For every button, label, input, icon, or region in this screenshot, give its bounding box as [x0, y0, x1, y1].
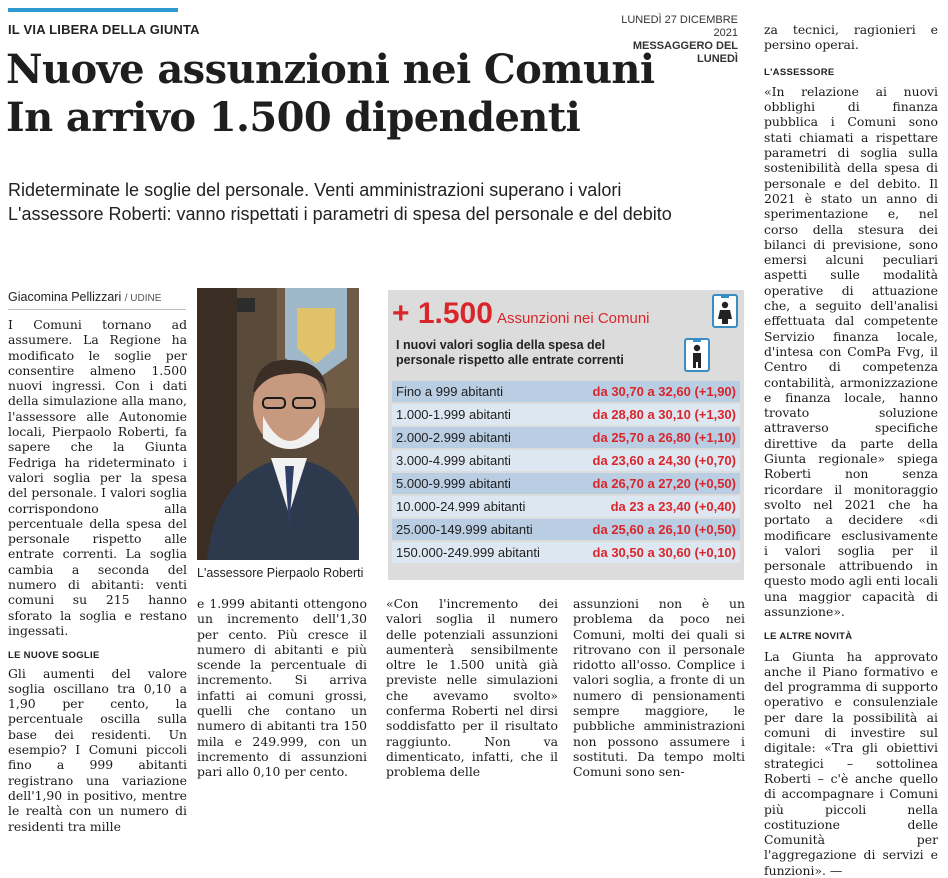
row-value: da 30,70 a 32,60 (+1,90): [592, 384, 736, 399]
table-row: [392, 473, 740, 494]
author-name: Giacomina Pellizzari: [8, 290, 122, 304]
paragraph: e 1.999 abitanti ottengono un incremento dell'1,30 per cento. Più cresce il numero di abitanti e più scende la percentuale di incremento. Si arriva infatti ai comuni grossi, quelli che contano un numero di abitanti tra 150 mila e 249.999, con un incremento di assunzioni pari allo 0,10 per cento.: [197, 596, 367, 780]
infographic-big-number: + 1.500: [392, 297, 493, 330]
table-row: [392, 542, 740, 563]
row-label: 25.000-149.999 abitanti: [396, 522, 533, 537]
row-value: da 23 a 23,40 (+0,40): [610, 499, 736, 514]
kicker: IL VIA LIBERA DELLA GIUNTA: [8, 22, 200, 37]
headline-line-2: In arrivo 1.500 dipendenti: [6, 94, 581, 141]
row-value: da 30,50 a 30,60 (+0,10): [592, 545, 736, 560]
row-label: 2.000-2.999 abitanti: [396, 430, 511, 445]
section-heading: LE ALTRE NOVITÀ: [764, 631, 853, 643]
publication-name: MESSAGGERO DEL LUNEDÌ: [632, 40, 738, 65]
paragraph: «Con l'incremento dei valori soglia il numero delle potenziali assunzioni aumenterà sensibilmente oltre le 1.500 unità già previste nelle simulazioni che avevamo svolto» conferma Roberti nel dirsi soddisfatto per il risultato raggiunto. Non va dimenticato, infatti, che il problema delle: [386, 596, 558, 780]
paragraph: Gli aumenti del valore soglia oscillano tra 0,10 a 1,90 per cento, la percentuale oscilla sulla base dei residenti. Un esempio? I Comuni piccoli fino a 999 abitanti registrano una variazione dell'1,90 in positivo, mentre le realtà con un numero di residenti tra mille: [8, 665, 187, 834]
row-value: da 25,60 a 26,10 (+0,50): [592, 522, 736, 537]
byline-divider: [8, 309, 186, 310]
top-accent-bar: [8, 8, 178, 12]
article-column-4: [573, 596, 745, 780]
table-row: [392, 519, 740, 540]
row-label: Fino a 999 abitanti: [396, 384, 503, 399]
byline: [8, 290, 188, 304]
subhead-line-1: Rideterminate le soglie del personale. Venti amministrazioni superano i valori: [8, 180, 622, 200]
row-value: da 25,70 a 26,80 (+1,10): [592, 430, 736, 445]
subhead-line-2: L'assessore Roberti: vanno rispettati i parametri di spesa del personale e del debito: [8, 204, 672, 224]
date: LUNEDÌ 27 DICEMBRE 2021: [621, 14, 738, 39]
infographic-subtitle: I nuovi valori soglia della spesa del personale rispetto alle entrate correnti: [396, 338, 624, 367]
infographic-title-text: Assunzioni nei Comuni: [496, 310, 650, 327]
row-label: 3.000-4.999 abitanti: [396, 453, 511, 468]
article-column-1: [8, 317, 187, 834]
paragraph: La Giunta ha approvato anche il Piano formativo e del programma di supporto operativo e consulenziale per dare la possibilità ai comuni di investire sul digitale: «Tra gli obiettivi strategici – sottolinea Roberti – c'è anche quello di accompagnare i Comuni più piccoli nella costituzione delle Comunità per l'aggregazione di servizi e funzioni». —: [764, 648, 938, 878]
person-icon: [712, 294, 738, 328]
row-value: da 26,70 a 27,20 (+0,50): [592, 476, 736, 491]
paragraph: I Comuni tornano ad assumere. La Regione ha modificato le soglie per consentire almeno 1.500 nuovi ingressi. Con i dati della simulazione alla mano, l'assessore alle Autonomie locali, Pierpaolo Roberti, fa sapere che la Giunta Fedriga ha rideterminato i valori soglia per la spesa del personale. I valori soglia corrispondono alla percentuale della spesa del personale rispetto alle entrate correnti. La soglia cambia a seconda del numero di abitanti: venti comuni su 215 hanno sforato la soglia e restano ingessati.: [8, 317, 187, 638]
subheadline: [8, 178, 748, 226]
portrait-illustration: [197, 288, 359, 560]
photo-caption: L'assessore Pierpaolo Roberti: [197, 566, 364, 580]
row-label: 10.000-24.999 abitanti: [396, 499, 526, 514]
row-value: da 23,60 a 24,30 (+0,70): [592, 453, 736, 468]
table-row: [392, 427, 740, 448]
section-heading: L'ASSESSORE: [764, 66, 835, 78]
paragraph: assunzioni non è un problema da poco nei Comuni, molti dei quali si ritrovano con il personale ridotto all'osso. Complice i valori soglia, a fronte di un numero di pensionamenti sempre maggiore, le pubbliche amministrazioni non possono assumere i sostituti. Da tempo molti Comuni sono sen-: [573, 596, 745, 780]
headline: [6, 46, 756, 142]
paragraph: «In relazione ai nuovi obblighi di finanza pubblica i Comuni sono stati chiamati a rispettare parametri di soglia sulla sostenibilità della spesa di personale e del debito. Il 2021 è stato un anno di sperimentazione e, nel corso della stesura dei bilanci di previsione, sono emersi alcuni peculiari aspetti sulle modalità operative di attuazione che, a seguito dell'analisi effettuata dal competente Servizio finanza locale, d'intesa con ComPa Fvg, il Centro di competenza contabilità, armonizzazione e finanza locale, hanno trovato soluzione attraverso specifiche direttive da parte della Giunta regionale» spiega Roberti non senza ricordare il monitoraggio svolto nel 2021 che ha portato a decidere «di modificare esclusivamente i valori soglia per il personale attribuendo in questo modo agli enti locali una maggior capacità di assunzione».: [764, 83, 938, 619]
row-value: da 28,80 a 30,10 (+1,30): [592, 407, 736, 422]
article-column-5: [764, 22, 938, 878]
paragraph: za tecnici, ragionieri e persino operai.: [764, 22, 938, 53]
article-column-3: [386, 596, 558, 780]
byline-city: / UDINE: [124, 293, 162, 304]
person-icon: [684, 338, 710, 372]
infographic-title: [392, 297, 650, 331]
table-row: [392, 404, 740, 425]
table-row: [392, 381, 740, 402]
article-column-2: [197, 596, 367, 780]
row-label: 1.000-1.999 abitanti: [396, 407, 511, 422]
row-label: 5.000-9.999 abitanti: [396, 476, 511, 491]
section-heading: LE NUOVE SOGLIE: [8, 650, 100, 662]
table-row: [392, 450, 740, 471]
row-label: 150.000-249.999 abitanti: [396, 545, 540, 560]
headline-line-1: Nuove assunzioni nei Comuni: [6, 46, 655, 93]
photo-assessore-roberti: [197, 288, 359, 560]
table-row: [392, 496, 740, 517]
